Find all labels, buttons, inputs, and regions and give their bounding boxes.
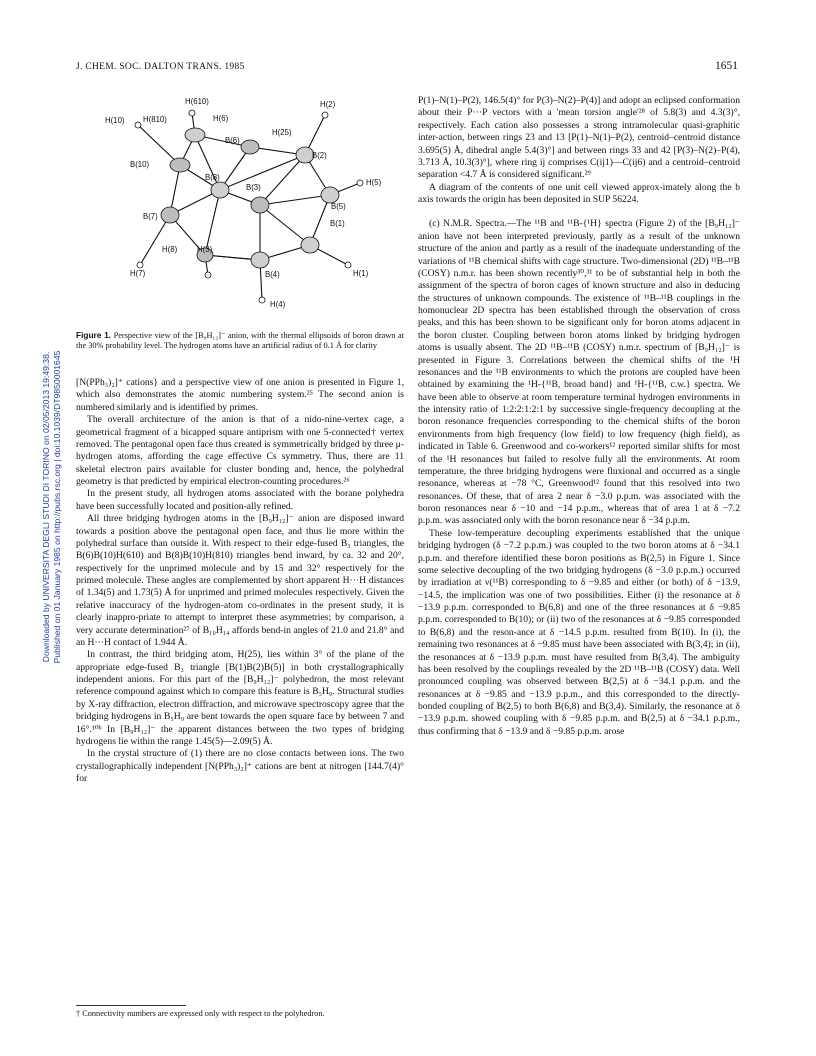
atom-label: B(8): [205, 173, 220, 182]
footnote-rule: [76, 1005, 186, 1006]
hydrogen-atoms: [135, 110, 363, 303]
footnote: † Connectivity numbers are expressed only with respect to the polyhedron.: [76, 1009, 325, 1018]
download-watermark: [41, 107, 63, 907]
paragraph: In contrast, the third bridging atom, H(25), lies within 3° of the plane of the appropriate edge-fused B₃ triangle [B(1)B(2)B(5)] in both crystallographically independent anions. For this part of the [B₉H₁₂]⁻ polyhedron, the most relevant reference compound against which to compare this feature is B₅H₉. Structural studies by X-ray diffraction, electron diffraction, and microwave spectroscopy agree that the bridging hydrogens in B₅H₉ are bent towards the open square face by between 7 and 16°.¹⁰ᵇ In [B₉H₁₂]⁻ the apparent distances between the two types of bridging hydrogens lie within the range 1.45(5)—2.09(5) Å.: [76, 649, 404, 747]
atom-label: B(2): [312, 151, 327, 160]
atom-label: H(10): [105, 116, 125, 125]
paragraph: In the crystal structure of (1) there are no close contacts between ions. The two crystallographically independent [N(PPh₃)₂]⁺ cations are bent at nitrogen [144.7(4)° for: [76, 748, 404, 784]
atom-label: H(610): [185, 97, 209, 106]
atom-label: H(810): [143, 115, 167, 124]
atom-label: H(5): [366, 178, 382, 187]
atom-label: H(1): [353, 269, 369, 278]
atom-label: H(4): [270, 300, 286, 309]
atom-label: B(3): [246, 183, 261, 192]
molecular-structure-figure: [100, 95, 400, 325]
atom-label: B(4): [265, 270, 280, 279]
figure-caption: [76, 330, 404, 352]
paragraph: The overall architecture of the anion is that of a nido-nine-vertex cage, a geometrical fragment of a bicapped square antiprism with one 5-connected† vertex removed. The pentagonal open face thus created is symmetrically bridged by three μ-hydrogen atoms, affording the cage effective Cs symmetry. Thus, there are 11 skeletal electron pairs available for cluster bonding and, hence, the polyhedral geometry is that predicted by empirical electron-counting procedures.²⁶: [76, 414, 404, 487]
right-column: [418, 95, 740, 738]
paragraph: All three bridging hydrogen atoms in the [B₉H₁₂]⁻ anion are disposed inward towards a position above the pentagonal open face, and thus lie more within the polyhedral surface than outside it. With respect to their edge-fused B₃ triangles, the B(6)B(10)H(610) and B(8)B(10)H(810) triangles bend inward, by ca. 32 and 20°, respectively for the unprimed molecule and by 15 and 32° respectively for the primed molecule. These angles are complemented by short apparent H···H distances of 1.34(5) and 1.73(5) Å for unprimed and primed molecules respectively. Given the relative inaccuracy of the hydrogen-atom co-ordinates in the present study, it is clearly inappro-priate to attempt to interpret these asymmetries; by comparison, a very accurate determination²⁷ of B₁₀H₁₄ affords bend-in angles of 21.0 and 21.8° and an H···H contact of 1.944 Å.: [76, 513, 404, 648]
atom-label: H(8): [162, 245, 178, 254]
paragraph: In the present study, all hydrogen atoms associated with the borane polyhedra have been successfully located and position-ally refined.: [76, 488, 404, 512]
section-gap: [418, 206, 740, 218]
atom-label: B(10): [130, 160, 150, 169]
caption-text: Perspective view of the [B₉H₁₂]⁻ anion, with the thermal ellipsoids of boron drawn at the 30% probability level. The hydrogen atoms have an artificial radius of 0.1 Å for clarity: [76, 331, 404, 351]
left-column: [76, 377, 404, 785]
watermark-line-1: Downloaded by UNIVERSITA DEGLI STUDI DI TORINO on 02/05/2013 19:49:38.: [41, 351, 51, 663]
page-number: 1651: [715, 60, 738, 72]
atom-label: H(25): [272, 128, 292, 137]
paragraph: [N(PPh₃)₂]⁺ cations} and a perspective view of one anion is presented in Figure 1, which also demonstrates the atomic numbering system.²⁵ The second anion is numbered similarly and is identified by primes.: [76, 377, 404, 413]
atom-label: H(7): [130, 269, 146, 278]
atom-label: B(1): [330, 219, 345, 228]
nmr-section-paragraph: (c) N.M.R. Spectra.—The ¹¹B and ¹¹B-{¹H} spectra (Figure 2) of the [B₉H₁₂]⁻ anion have not been interpreted previously, partly as a result of the unknown structure of the anion and partly as a result of the inadequate understanding of the variations of ¹¹B chemical shifts with cage structure. Two-dimensional (2D) ¹¹B–¹¹B (COSY) n.m.r. has been shown recently³⁰,³¹ to be of substantial help in both the assignment of the spectra of boron cages of known structure and also in deducing the structures of unknown compounds. The existence of ¹¹B–¹¹B couplings in the homonuclear 2D spectra has been established through the observation of cross peaks, and this has been shown to be significant only for boron atoms adjacent in the boron cluster. Coupling between boron atoms linked by bridging hydrogen atoms is usually absent. The 2D ¹¹B–¹¹B (COSY) n.m.r. spectrum of [B₉H₁₂]⁻ is presented in Figure 3. Correlations between the chemical shifts of the ¹H resonances and the ¹¹B environments to which the protons are coupled have been obtained by examining the ¹H-{¹¹B, broad band} and ¹H-{¹¹B, c.w.} spectra. We have been able to observe at room temperature terminal hydrogen environments in the intensity ratio of 1:2:2:1:2:1 by successive single-frequency decoupling at the boron resonance frequencies corresponding to the chemical shifts of the boron environments from high frequency (low field) to low frequency (high field), as indicated in Table 6. Greenwood and co-workers¹² reported similar shifts for most of the ¹H resonances but failed to resolve fully all the environments. At room temperature, the three bridging hydrogens were fluxional and occurred as a single resonance, whereas at −78 °C, Greenwood¹² found that this resolved into two resonances. Of these, that of area 2 near δ −3.0 p.p.m. was associated with the boron resonances near δ −10 and −14 p.p.m., whereas that of area 1 at δ −7.2 p.p.m. was associated only with the boron resonance near δ −34 p.p.m.: [418, 218, 741, 527]
atom-label: H(6): [213, 114, 229, 123]
atom-label: B(7): [143, 212, 158, 221]
paragraph: A diagram of the contents of one unit cell viewed approx-imately along the b axis towards the origin has been deposited in SUP 56224.: [418, 181, 740, 205]
atom-label: H(3): [197, 245, 213, 254]
atom-label: B(6): [225, 136, 240, 145]
figure-label: Figure 1.: [76, 330, 112, 340]
watermark-line-2: Published on 01 January 1985 on http://pubs.rsc.org | doi:10.1039/DT9850001645: [52, 350, 62, 664]
atom-label: H(2): [320, 100, 336, 109]
paragraph: These low-temperature decoupling experiments established that the unique bridging hydrogen (δ −7.2 p.p.m.) was coupled to the two boron atoms at δ −34.1 p.p.m. and therefore identified these boron positions as B(2,5) in Figure 1. Since some selective decoupling of the two bridging hydrogens (δ −3.0 p.p.m.) occurred by irradiation at ν(¹¹B) corresponding to δ −9.85 and either (or both) of δ −13.9, −14.5, the implication was one of two possibilities. Either (i) the resonance at δ −13.9 p.p.m. corresponded to B(6,8) and one of the three resonances at δ −9.85 p.p.m. corresponded to B(10); or (ii) two of the resonances at δ −9.85 corresponded to B(6,8) and the reson-ance at δ −14.5 p.p.m. resulted from B(10). In (i), the remaining two resonances at δ −9.85 must have been associated with B(3,4); in (ii), the resonances at δ −13.9 p.p.m. must have resulted from B(3,4). The ambiguity has been resolved by the couplings revealed by the 2D ¹¹B–¹¹B (COSY) data. Well pronounced coupling was observed between B(2,5) at δ −34.1 p.p.m. and the resonances at δ −9.85 and −13.9 p.p.m., and this corresponded to the directly-bonded coupling of B(2,5) to both B(6,8) and B(3,4). Similarly, the resonance at δ −13.9 p.p.m. showed coupling with δ −9.85 p.p.m. and B(2,5) at δ −34.1 p.p.m., thus confirming that δ −13.9 and δ −9.85 p.p.m. arose: [418, 527, 740, 737]
running-header: J. CHEM. SOC. DALTON TRANS. 1985: [76, 62, 245, 72]
paragraph: P(1)–N(1)–P(2), 146.5(4)° for P(3)–N(2)–P(4)] and adopt an eclipsed conformation about their P···P vectors with a 'mean torsion angle'²⁸ of 5.8(3) and 4.3(3)°, respectively. Each cation also possesses a strong intramolecular quasi-graphitic inter-action, between rings 23 and 13 [P(1)–N(1)–P(2), centroid–centroid distance 3.695(5) Å, dihedral angle 5.4(3)°] and between rings 33 and 42 [P(3)–N(2)–P(4), 3.713 Å, 10.3(3)°], where ring ij comprises C(ij1)—C(ij6) and a centroid–centroid separation <4.7 Å is considered significant.²⁹: [418, 95, 740, 181]
atom-label: B(5): [331, 202, 346, 211]
